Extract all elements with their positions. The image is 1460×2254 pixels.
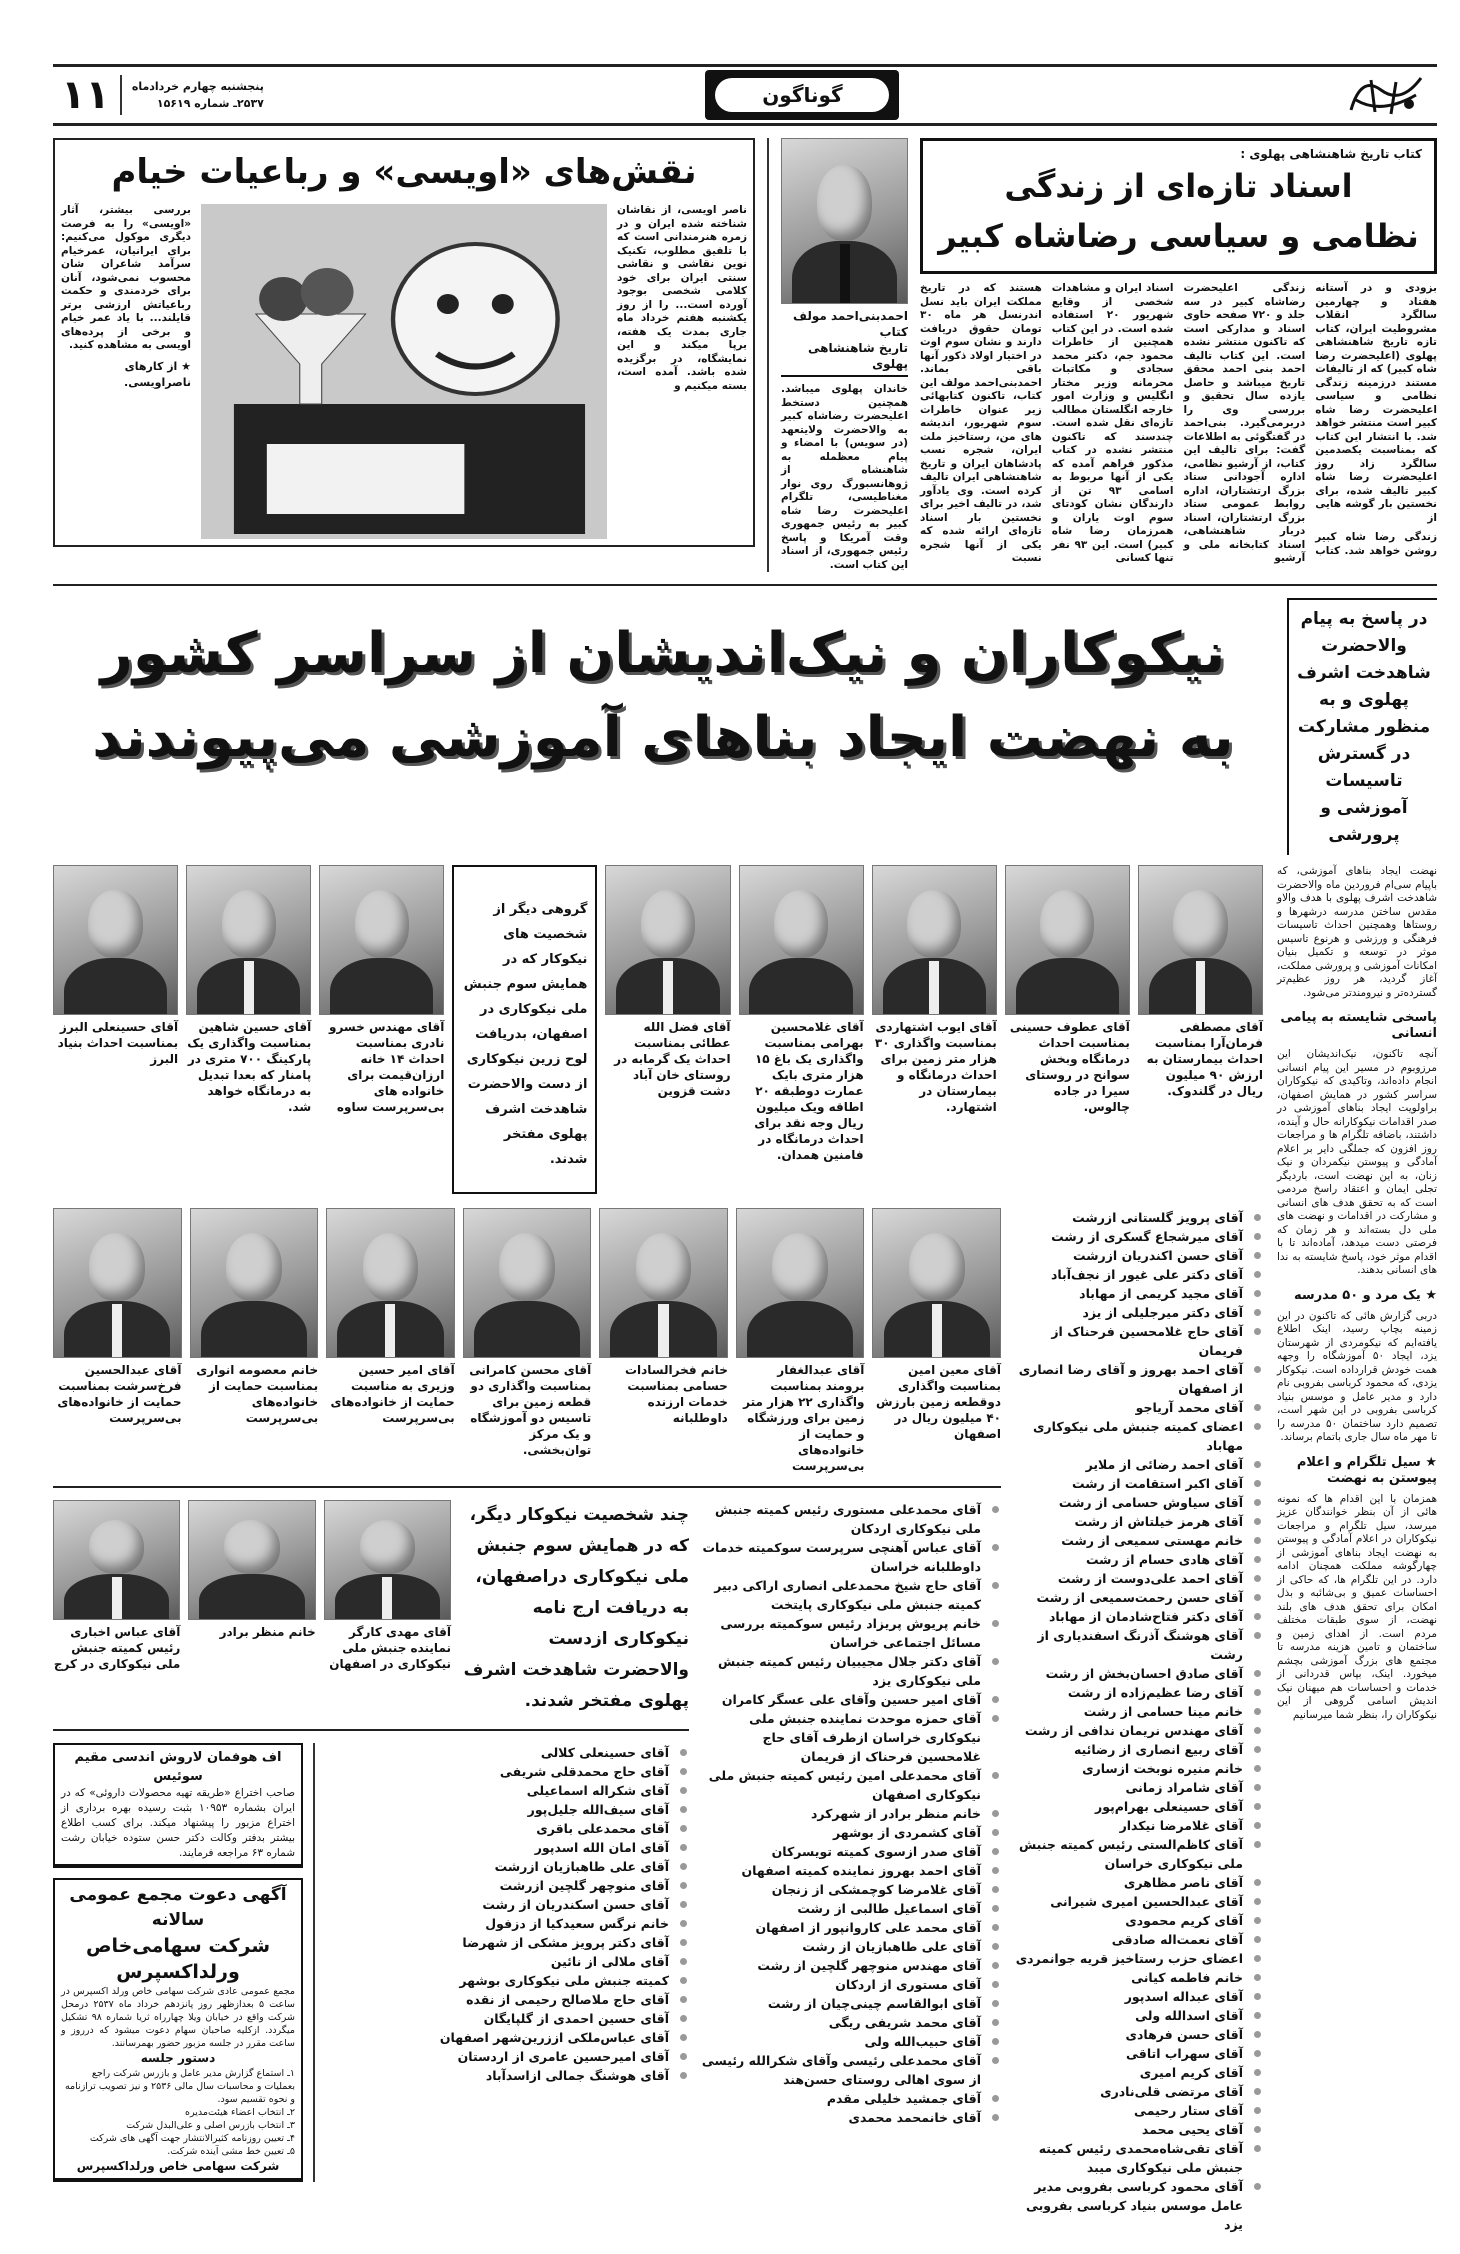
list-item: آقای شامراد زمانی — [1013, 1778, 1263, 1797]
right-column — [1277, 865, 1437, 1722]
list-item: آقای حاج محمدقلی شریفی — [325, 1762, 689, 1781]
list-item: آقای علی طاهبازیان ازرشت — [325, 1857, 689, 1876]
main-headline — [53, 598, 1273, 780]
main-headline-2: به نهضت ایجاد بناهای آموزشی می‌پیوندند — [92, 705, 1234, 770]
agenda-item: ۲ـ انتخاب اعضاء هیئت‌مدیره — [185, 2107, 295, 2118]
list-item: آقای محمدعلی مستوری رئیس کمیته جنبش ملی نیکوکاری اردکان — [701, 1500, 1001, 1538]
masthead — [53, 64, 1437, 126]
portrait-item — [605, 865, 730, 1099]
bani-ahmad-photo — [781, 138, 908, 304]
list-item: آقای کشمردی از بوشهر — [701, 1823, 1001, 1842]
portrait-photo — [1005, 865, 1130, 1015]
row3-portraits — [53, 1500, 451, 1672]
list-item: آقای سیاوش حسامی از رشت — [1013, 1493, 1263, 1512]
portrait-caption: آقای غلامحسین بهرامی بمناسبت واگذاری یک باغ ۱۵ هزار متری بایک عمارت دوطبقه ۲۰ اطاقه ویک میلیون ریال وجه نقد برای احداث درمانگاه در فامنین همدان. — [754, 1020, 864, 1162]
list-item: خانم نرگس سعیدکیا از دزفول — [325, 1914, 689, 1933]
ad2-title-2: شرکت سهامی‌خاص — [85, 1935, 271, 1957]
list-item: آقای امان الله اسدپور — [325, 1838, 689, 1857]
portrait-photo — [324, 1500, 451, 1620]
portrait-photo — [872, 1208, 1001, 1358]
list-item: آقای خانمحمد محمدی — [701, 2108, 1001, 2127]
portrait-photo — [319, 865, 444, 1015]
bani-ahmad-caption — [781, 308, 908, 377]
portrait-item — [326, 1208, 455, 1426]
portrait-row-1 — [53, 865, 1263, 1194]
list-item: آقای دکتر علی غیور از نجف‌آباد — [1013, 1265, 1263, 1284]
list-item: آقای حسینعلی کلالی — [325, 1743, 689, 1762]
main-headline-1: نیکوکاران و نیک‌اندیشان از سراسر کشور — [100, 621, 1226, 686]
agenda-item: ۱ـ استماع گزارش مدیر عامل و بازرس شرکت راجع بعملیات و محاسبات سال مالی ۲۵۳۶ و نیز تصویب ترازنامه و نحوه تقسیم سود. — [64, 2068, 295, 2105]
ad-world-express — [53, 1878, 303, 2182]
row3-area — [53, 1500, 689, 2182]
portrait-item — [463, 1208, 592, 1458]
reza-shah-headline-1: اسناد تازه‌ای از زندگی — [1004, 167, 1353, 205]
list-item: آقای دکتر پرویز مشکی از شهرضا — [325, 1933, 689, 1952]
list-item: آقای محمد علی کاروانپور از اصفهان — [701, 1918, 1001, 1937]
portrait-item — [53, 1500, 180, 1672]
right-subhead-2: ★ یک مرد و ۵۰ مدرسه — [1294, 1287, 1437, 1303]
list-item: خانم منظر برادر از شهرکرد — [701, 1804, 1001, 1823]
list-item: آقای صدر ازسوی کمیته تویسرکان — [701, 1842, 1001, 1861]
bottom-band — [53, 1743, 689, 2182]
portrait-photo — [188, 1500, 315, 1620]
list-item: آقای ملالی از نائین — [325, 1952, 689, 1971]
list-item: آقای حبیب‌الله ولی — [701, 2032, 1001, 2051]
main-headline-band — [53, 598, 1437, 855]
list-item: آقای امیرحسین عامری از اردستان — [325, 2047, 689, 2066]
main-sidebar-box: در پاسخ به پیام والاحضرت شاهدخت اشرف پهلوی و به منظور مشارکت در گسترش تاسیسات آموزشی و پرورشی — [1287, 598, 1437, 855]
reza-shah-col-1: بزودی و در آستانه هفتاد و چهارمین سالگرد انقلاب مشروطیت ایران، کتاب تازه تاریخ شاهنشاهی پهلوی (اعلیحضرت رضا شاه کبیر) که از تالیفات مستند درزمینه زندگی نظامی و سیاسی اعلیحضرت رضا شاه کبیر است منتشر خواهد شد. با انتشار این کتاب که بمناسبت یکصدمین سالگرد زاد روز اعلیحضرت رضا شاه کبیر تالیف شده، برای نخستین بار گوشه هایی از — [1315, 282, 1437, 524]
middle-band — [53, 1500, 1001, 2182]
portrait-caption: آقای امیر حسین وزیری به مناسبت حمایت از خانواده‌های بی‌سرپرست — [330, 1363, 455, 1425]
portrait-photo — [1138, 865, 1263, 1015]
section-tab — [705, 70, 899, 120]
row3-rule — [53, 1729, 689, 1731]
ad2-agenda-title: دستور جلسه — [140, 2051, 216, 2065]
honoree-list-right — [1013, 1208, 1263, 2234]
list-item: آقای حمزه موحدت نماینده جنبش ملی نیکوکاری خراسان ازطرف آقای حاج غلامحسین فرحناک از فریمان — [701, 1709, 1001, 1766]
agenda-item: ۵ـ تعیین خط مشی آینده شرکت. — [167, 2146, 295, 2157]
oveisi-article-box — [53, 138, 755, 547]
portrait-caption: آقای عباس اخباری رئیس کمیته جنبش ملی نیکوکاری در کرج — [53, 1625, 181, 1671]
list-item: آقای هرمز خیلتاش از رشت — [1013, 1512, 1263, 1531]
list-item: آقای کریم امیری — [1013, 2063, 1263, 2082]
portrait-caption: آقای حسینعلی البرز بمناسبت احداث بنیاد البرز — [57, 1020, 179, 1066]
portrait-photo — [53, 865, 178, 1015]
row2-rule — [53, 1486, 1001, 1488]
right-para-3: همزمان با این اقدام ها که نمونه هائی از آن بنظر خوانندگان عزیز میرسد، سیل تلگرام و مراجعات نیکوکاران در اعلام آمادگی و پیوستن به نهضت ایجاد بناهای آموزشی از چهارگوشه مملکت همچنان ادامه دارد. در این تلگرام ها، که حاکی از احساسات عمیق و بی‌شائبه و بذل امکان برای تحقق هدف های بلند نهضت، از سوی طبقات مختلف مردم است. از اهدای زمین و ساختمان و تامین هزینه مدرسه تا مجتمع های بزرگ آموزشی بچشم میخورد. اینک، بپاس قدردانی از خدمات و احساسات هم میهنان نیک اندیش اسامی گروهی از این نیکوکاران را، بنظر شما میرسانیم — [1277, 1492, 1437, 1721]
ad2-body: مجمع عمومی عادی شرکت سهامی خاص ورلد اکسپرس در ساعت ۵ بعدازظهر روز پانزدهم خرداد ماه ۲۵۳۷ درمحل شرکت واقع در خیابان ویلا چهارراه ثریا شماره ۹۸ تشکیل میگردد. ازکلیه صاحبان سهام دعوت میشود که درروز و ساعت مقرر در جلسه مزبور حضور بهمرسانند. — [61, 1986, 295, 2049]
list-item: آقای عباس‌ملکی اززرین‌شهر اصفهان — [325, 2028, 689, 2047]
list-item: آقای اکبر استقامت از رشت — [1013, 1474, 1263, 1493]
list-item: آقای احمد بهروز نماینده کمیته اصفهان — [701, 1861, 1001, 1880]
list-item: آقای هوشنگ جمالی ازاسدآباد — [325, 2066, 689, 2085]
list-item: آقای محمود کرباسی بفروبی مدیر عامل موسس بنیاد کرباسی بفروبی یزد — [1013, 2177, 1263, 2234]
reza-shah-col-4: هستند که در تاریخ مملکت ایران باید نسل اندرنسل هر ماه ۳۰ تومان حقوق دریافت دارند و نشان سوم اوت در اختیار اولاد ذکور آنها باقی بماند. احمدبنی‌احمد مولف این کتاب، تاکنون کتابهائی زیر عنوان خاطرات سوم شهریور، اندیشه های من، رستاخیز ملت ایران، شجره نسب پادشاهان ایران و تاریخ شاهنشاهی ایران تالیف کرده است. وی یادآور شد، در تالیف اخیر برای نخستین بار اسناد تازه‌ای ارائه شده که یکی از آنها شجره نسبت — [920, 282, 1042, 564]
date-line — [132, 78, 264, 112]
portrait-item — [186, 865, 311, 1115]
caption-line: تاریخ شاهنشاهی پهلوی — [808, 341, 908, 371]
list-item: آقای مهندس منوچهر گلچین از رشت — [701, 1956, 1001, 1975]
list-item: آقای ناصر مظاهری — [1013, 1873, 1263, 1892]
portrait-photo — [599, 1208, 728, 1358]
page-number: ۱۱ — [61, 72, 110, 118]
portrait-item — [599, 1208, 728, 1426]
bani-ahmad-text: خاندان پهلوی میباشد. همچنین دستخط اعلیحضرت رضاشاه کبیر به والاحضرت ولایتعهد (در سویس) با امضاء و پیام معظمله به شاهنشاه از ژوهانسبورگ روی نوار مغناطیسی، تلگرام اعلیحضرت رضا شاه کبیر به رئیس جمهوری وقت آمریکا و پاسخ رئیس جمهوری، از اسناد این کتاب است. — [781, 383, 908, 571]
list-item: آقای حاج شیخ محمدعلی انصاری اراکی دبیر کمیته جنبش ملی نیکوکاری پایتخت — [701, 1576, 1001, 1614]
oveisi-left-column — [61, 204, 191, 391]
portrait-item — [872, 1208, 1001, 1442]
list-item: آقای مجید کریمی از مهاباد — [1013, 1284, 1263, 1303]
row3-intro-text: چند شخصیت نیکوکار دیگر، که در همایش سوم جنبش ملی نیکوکاری دراصفهان، به دریافت ارج نامه نیکوکاری ازدست والاحضرت شاهدخت اشرف پهلوی مفتخر شدند. — [463, 1505, 689, 1711]
portrait-caption: آقای عبدالغفار برومند بمناسبت واگذاری ۲۲ هزار متر زمین برای ورزشگاه و حمایت از خانواده‌های بی‌سرپرست — [743, 1363, 865, 1473]
column-rule — [767, 138, 769, 572]
list-item: آقای منوچهر گلچین ازرشت — [325, 1876, 689, 1895]
portrait-caption: آقای معین امین بمناسبت واگذاری دوقطعه زمین بارزش ۴۰ میلیون ریال در اصفهان — [876, 1363, 1001, 1441]
portrait-item — [739, 865, 864, 1163]
portrait-caption: خانم منظر برادر — [219, 1625, 316, 1639]
portrait-photo — [739, 865, 864, 1015]
portrait-caption: خانم معصومه انواری بمناسبت حمایت از خانواده‌های بی‌سرپرست — [196, 1363, 319, 1425]
reza-shah-headline-box — [920, 138, 1437, 274]
portrait-caption: آقای حسین شاهین بمناسبت واگذاری یک پارکینگ ۷۰۰ متری در پامنار که بعدا تبدیل به درمانگاه خواهد شد. — [187, 1020, 312, 1114]
section-rule — [53, 584, 1437, 586]
agenda-item: ۴ـ تعیین روزنامه کثیرالانتشار جهت آگهی های شرکت — [89, 2133, 295, 2144]
top-articles — [53, 138, 1437, 572]
caption-line: احمدبنی‌احمد مولف کتاب — [793, 309, 908, 339]
portrait-item — [1138, 865, 1263, 1099]
ad-hoffmann-laroche — [53, 1743, 303, 1868]
list-item: آقای محمدعلی باقری — [325, 1819, 689, 1838]
issue-number: ۲۵۳۷ـ شماره ۱۵۶۱۹ — [156, 97, 264, 110]
bani-ahmad-block — [781, 138, 908, 572]
list-item: آقای هادی حسام از رشت — [1013, 1550, 1263, 1569]
newspaper-logo — [1341, 70, 1429, 120]
oveisi-text-left: بررسی بیشتر، آثار «اویسی» را به فرصت دیگری موکول می‌کنیم: برای ایرانیان، عمرخیام سرآمد شاعران شان محسوب نمی‌شود، آنان برای خردمندی و حکمت رباعیاتش ارزشی برتر قایلند... با یاد عمر خیام و برخی از پرده‌های اویسی به مشاهده کنید. — [61, 204, 191, 351]
list-item: آقای حسن اسکندریان از رشت — [325, 1895, 689, 1914]
portrait-item — [53, 1208, 182, 1426]
list-item: آقای محمد آریاجو — [1013, 1398, 1263, 1417]
oveisi-headline: نقش‌های «اویسی» و رباعیات خیام — [111, 152, 697, 192]
portrait-item — [872, 865, 997, 1115]
list-item: آقای میرشجاع گسکری از رشت — [1013, 1227, 1263, 1246]
list-item: کمیته جنبش ملی نیکوکاری بوشهر — [325, 1971, 689, 1990]
ad2-signature: شرکت سهامی خاص ورلداکسپرس — [76, 2159, 280, 2173]
list-item: آقای احمد رضائی از ملایر — [1013, 1455, 1263, 1474]
oveisi-painting — [201, 204, 607, 539]
list-item: آقای حسین احمدی از گلپایگان — [325, 2009, 689, 2028]
ads-rule — [313, 1743, 315, 2182]
list-item: آقای پرویز گلستانی ازرشت — [1013, 1208, 1263, 1227]
portrait-caption: آقای مصطفی فرمان‌آرا بمناسبت احداث بیمارستان به ارزش ۹۰ میلیون ریال در گلندوک. — [1146, 1020, 1263, 1098]
list-item: آقای عبدالحسین امیری شیرانی — [1013, 1892, 1263, 1911]
ads-column — [53, 1743, 303, 2182]
portrait-item — [736, 1208, 865, 1474]
list-item: آقای دکتر فتاح‌شادمان از مهاباد — [1013, 1607, 1263, 1626]
list-item: آقای یحیی محمد — [1013, 2120, 1263, 2139]
oveisi-signature: ★ از کارهای ناصراویسی. — [124, 359, 191, 389]
list-item: آقای عباس آهنچی سرپرست سوکمیته خدمات داوطلبانه خراسان — [701, 1538, 1001, 1576]
list-item: آقای تقی‌شاه‌محمدی رئیس کمیته جنبش ملی نیکوکاری میبد — [1013, 2139, 1263, 2177]
oveisi-text-right: ناصر اویسی، از نقاشان شناخته شده ایران و در زمره هنرمندانی است که با تلفیق مطلوب، تکنیک نوین نقاشی و نقاشی سنتی ایران برای خود کلامی شخصی بوجود آورده است... را از روز یکشنبه هفتم خرداد ماه جاری بمدت یک هفته، برپا میکند و این نمایشگاه، در برگزیده شده باشد. آمده است، بسته میکنیم و — [617, 204, 747, 392]
newspaper-page — [53, 0, 1437, 2254]
list-item: خانم منیره نوبخت ازساری — [1013, 1759, 1263, 1778]
list-item: اعضای حزب رستاخیز قریه جوانمردی — [1013, 1949, 1263, 1968]
list-item: آقای امیر حسین وآقای علی عسگر کامران — [701, 1690, 1001, 1709]
right-para-1: آنچه تاکنون، نیک‌اندیشان این مرزوبوم در مسیر این پیام انسانی انجام داده‌اند، وتاکیدی که نیکوکاران سراسر کشور در همایش اصفهان، براولویت ایجاد بناهای آموزشی در صدر اقدامات نیکوکارانه حال و آینده، داشتند، باضافه تلگرام ها و مراجعات روز افزون که جملگی دایر بر اعلام آمادگی و پیوستن نیکمردان و نیک زنان، به این نهضت است، باردیگر تجلی ایمان و اعتقاد راسخ مردمی است که به تحقق هدف های انسانی و مشارکت در اقدامات و نهضت های ملی دل بسته‌اند و هر زمان که فرصتی دست میدهد، آماده‌اند تا با اقدام موثر خود، پاسخ شایسته به ندا های انسانی بدهند. — [1277, 1048, 1437, 1276]
right-intro: نهضت ایجاد بناهای آموزشی، که باپیام سی‌ام فروردین ماه والاحضرت شاهدخت اشرف پهلوی با هدف والاو مقدس ساختن مدرسه درشهرها و روستاها وهمچنین احداث تاسیسات فرهنگی و ورزشی و هرنوع تاسیس موثر در توسعه و تکمیل بنیان امکانات آموزشی و پرورشی مملکت، آغاز گردید، هر روز عظیم‌تر گسترده‌تر و نیرومندتر می‌شود. — [1277, 865, 1437, 999]
honoree-list-left — [325, 1743, 689, 2085]
portrait-item — [319, 865, 444, 1115]
list-item: آقای دکتر میرجلیلی از یزد — [1013, 1303, 1263, 1322]
list-item: آقای رضا عظیم‌زاده از رشت — [1013, 1683, 1263, 1702]
list-item: آقای مستوری از اردکان — [701, 1975, 1001, 1994]
list-item: آقای اسدالله ولی — [1013, 2006, 1263, 2025]
list-item: آقای حاج ملاصالح رحیمی از نقده — [325, 1990, 689, 2009]
list-item: آقای محمدعلی رئیسی وآقای شکرالله رئیسی از سوی اهالی روستای حسن‌هند — [701, 2051, 1001, 2089]
oveisi-body — [61, 204, 747, 539]
list-item: آقای کریم محمودی — [1013, 1911, 1263, 1930]
list-item: آقای جمشید خلیلی مقدم — [701, 2089, 1001, 2108]
list-item: آقای غلامرضا کوچمشکی از زنجان — [701, 1880, 1001, 1899]
portrait-row-3 — [53, 1500, 689, 1717]
section-title: گوناگون — [762, 83, 843, 107]
reza-shah-body — [920, 282, 1437, 568]
ad1-body: صاحب اختراع «طریقه تهیه محصولات داروئی» که در ایران بشماره ۱۰۹۵۳ بثبت رسیده بهره برداری از اختراع مزبور را پیشنهاد میکند. برای کسب اطلاع بیشتر بدفتر وکالت دکتر حسن ستوده خیابان رشت شماره ۶۳ مراجعه فرمایند. — [61, 1787, 295, 1859]
list-item: آقای حسن رحمت‌سمیعی از رشت — [1013, 1588, 1263, 1607]
portrait-item — [1005, 865, 1130, 1115]
list-item: آقای اسماعیل طالبی از رشت — [701, 1899, 1001, 1918]
lists-and-rows — [53, 1208, 1263, 2234]
portrait-photo — [326, 1208, 455, 1358]
list-item: اعضای کمیته جنبش ملی نیکوکاری مهاباد — [1013, 1417, 1263, 1455]
portrait-photo — [53, 1500, 180, 1620]
list-item: آقای غلامرضا نیکدار — [1013, 1816, 1263, 1835]
ad2-title-1: آگهی دعوت مجمع عمومی سالانه — [69, 1885, 287, 1930]
list-item: آقای حسن اکندریان ازرشت — [1013, 1246, 1263, 1265]
list-item: خانم پریوش پریزاد رئیس سوکمیته بررسی مسائل اجتماعی خراسان — [701, 1614, 1001, 1652]
portrait-item — [190, 1208, 319, 1426]
row1-info-box: گروهی دیگر از شخصیت های نیکوکار که در همایش سوم جنبش ملی نیکوکاری در اصفهان، بدریافت لوح زرین نیکوکاری از دست والاحضرت شاهدخت اشرف پهلوی مفتخر شدند. — [452, 865, 597, 1194]
list-item: آقای شکراله اسماعیلی — [325, 1781, 689, 1800]
list-item: آقای حسینعلی بهرام‌پور — [1013, 1797, 1263, 1816]
reza-shah-article — [920, 138, 1437, 568]
list-item: آقای احمد بهروز و آقای رضا انصاری از اصفهان — [1013, 1360, 1263, 1398]
list-item: آقای احمد علی‌دوست از رشت — [1013, 1569, 1263, 1588]
ad2-agenda — [61, 2067, 295, 2158]
list-item: آقای سیف‌الله جلیل‌پور — [325, 1800, 689, 1819]
list-item: آقای دکتر جلال مجیبیان رئیس کمیته جنبش ملی نیکوکاری یزد — [701, 1652, 1001, 1690]
portrait-item — [53, 865, 178, 1067]
list-item: آقای عبداله اسدپور — [1013, 1987, 1263, 2006]
list-item: آقای محمد شریفی ریگی — [701, 2013, 1001, 2032]
list-item: آقای کاظم‌الستی رئیس کمیته جنبش ملی نیکوکاری خراسان — [1013, 1835, 1263, 1873]
portrait-photo — [190, 1208, 319, 1358]
portrait-caption: آقای محسن کامرانی بمناسبت واگذاری دو قطعه زمین برای تاسیس دو آموزشگاه و یک مرکز توان‌بخشی. — [469, 1363, 592, 1457]
list-item: آقای هوشنگ آذرنگ اسفندیاری از رشت — [1013, 1626, 1263, 1664]
portrait-photo — [186, 865, 311, 1015]
list-item: آقای مهندس نریمان ندافی از رشت — [1013, 1721, 1263, 1740]
portrait-caption: خانم فخرالسادات حسامی بمناسبت خدمات ارزنده داوطلبانه — [624, 1363, 728, 1425]
reza-shah-headline-2: نظامی و سیاسی رضاشاه کبیر — [938, 217, 1419, 255]
portrait-caption: آقای فضل الله عطائی بمناسبت احداث یک گرمابه در روستای خان آباد دشت قزوین — [614, 1020, 731, 1098]
right-subhead-3: ★ سیل تلگرام و اعلام پیوستن به نهضت — [1296, 1454, 1437, 1486]
portrait-caption: آقای عبدالحسین فرخ‌سرشت بمناسبت حمایت از خانواده‌های بی‌سرپرست — [57, 1363, 182, 1425]
list-item: خانم فاطمه کیانی — [1013, 1968, 1263, 1987]
list-item: آقای ربیع انصاری از رضائیه — [1013, 1740, 1263, 1759]
portrait-caption: آقای عطوف حسینی بمناسبت احداث درمانگاه وبخش سوانح در روستای سیرا در جاده چالوس. — [1009, 1020, 1130, 1114]
list-item: آقای حاج غلامحسین فرحناک از فریمان — [1013, 1322, 1263, 1360]
right-para-2: دربی گزارش هائی که تاکنون در این زمینه بچاپ رسید، اینک اطلاع یافته‌ایم که نیکومردی از شهرستان یزد، ایجاد ۵۰ آموزشگاه را وجهه همت خودش قرارداده است. نیکوکار یزدی، که محمود کرباسی بفروبی نام دارد و مدیر عامل و موسس بنیاد کرباسی بفروبی در این شهر است، تصمیم دارد ساختمان ۵۰ مدرسه را تا مهر ماه سال جاری باتمام برساند. — [1277, 1309, 1437, 1443]
list-item: آقای حسن فرهادی — [1013, 2025, 1263, 2044]
lower-section — [53, 865, 1437, 2234]
reza-shah-kicker: کتاب تاریخ شاهنشاهی پهلوی : — [1240, 147, 1422, 161]
masthead-divider — [120, 75, 122, 115]
portrait-photo — [605, 865, 730, 1015]
date-text: پنجشنبه چهارم خردادماه — [131, 80, 264, 93]
portrait-photo — [53, 1208, 182, 1358]
list-item: آقای ستار رحیمی — [1013, 2101, 1263, 2120]
list-item: آقای محمدعلی امین رئیس کمیته جنبش ملی نیکوکاری اصفهان — [701, 1766, 1001, 1804]
portrait-caption: آقای مهدی کارگر نماینده جنبش ملی نیکوکاری در اصفهان — [329, 1625, 451, 1671]
portrait-photo — [463, 1208, 592, 1358]
portrait-photo — [872, 865, 997, 1015]
portrait-row-2 — [53, 1208, 1001, 1474]
ad1-title: اف هوفمان لاروش اندسی مقیم سوئیس — [74, 1750, 282, 1784]
list-item: آقای نعمت‌اله صادقی — [1013, 1930, 1263, 1949]
left-area — [53, 1208, 1001, 2182]
agenda-item: ۳ـ انتخاب بازرس اصلی و علی‌البدل شرکت — [126, 2120, 295, 2131]
portrait-caption: آقای ایوب اشتهاردی بمناسبت واگذاری ۳۰ هزار متر زمین برای احداث درمانگاه و بیمارستان در اشتهارد. — [874, 1020, 997, 1114]
portrait-photo — [736, 1208, 865, 1358]
list-item: خانم مهستی سمیعی از رشت — [1013, 1531, 1263, 1550]
list-item: آقای سهراب اتاقی — [1013, 2044, 1263, 2063]
right-subhead-1: پاسخی شایسته به پیامی انسانی — [1280, 1010, 1437, 1041]
reza-shah-col-2: زندگی رضا شاه کبیر روشن خواهد شد. کتاب زندگی اعلیحضرت رضاشاه کبیر در سه جلد و ۷۲۰ صفحه حاوی اسناد و مدارکی است که تاکنون منتشر نشده است. این کتاب تالیف احمد بنی احمد محقق تاریخ میباشد و حاصل یازده سال تحقیق و بررسی وی را دربرمی‌گیرد. بنی‌احمد در گفتگوئی به اطلاعات گفت: برای تالیف این کتاب، از آرشیو نظامی، اداره آجودانی ستاد بزرگ ارتشتاران، اداره روابط عمومی ستاد بزرگ ارتشتاران، اسناد دربار شاهنشاهی، اسناد کتابخانه ملی و آرشیو — [1183, 282, 1437, 564]
ad2-title-3: ورلداکسپرس — [116, 1961, 240, 1983]
list-item: آقای صادق احسان‌بخش از رشت — [1013, 1664, 1263, 1683]
list-item: آقای ابوالقاسم چینی‌چیان از رشت — [701, 1994, 1001, 2013]
honoree-list-middle — [701, 1500, 1001, 2127]
reza-shah-col-3: اسناد ایران و مشاهدات شخصی از وقایع شهریور ۲۰ استفاده شده است. در این کتاب همچنین از خاطرات محمود جم، دکتر محمد سجادی و مکاتبات محرمانه وزیر مختار انگلیس و وزارت امور خارجه انگلستان مطالب تازه‌ای نقل شده است. چندسند که تاکنون منتشر نشده در کتاب مذکور فراهم آمده که یکی از آنها مربوط به اسامی ۹۳ تن از دارندگان نشان کودتای سوم اوت یاران و همرزمان رضا شاه کبیر) است. این ۹۳ نفر تنها کسانی — [1051, 282, 1174, 564]
main-area — [53, 865, 1263, 2234]
list-item: آقای علی طاهبازیان از رشت — [701, 1937, 1001, 1956]
portrait-caption: آقای مهندس خسرو نادری بمناسبت احداث ۱۴ خانه ارزان‌قیمت برای خانواده های بی‌سرپرست ساوه — [328, 1020, 445, 1114]
list-item: آقای مرتضی قلی‌نادری — [1013, 2082, 1263, 2101]
portrait-item — [188, 1500, 315, 1640]
portrait-item — [324, 1500, 451, 1672]
masthead-left — [61, 73, 264, 117]
list-item: خانم مینا حسامی از رشت — [1013, 1702, 1263, 1721]
